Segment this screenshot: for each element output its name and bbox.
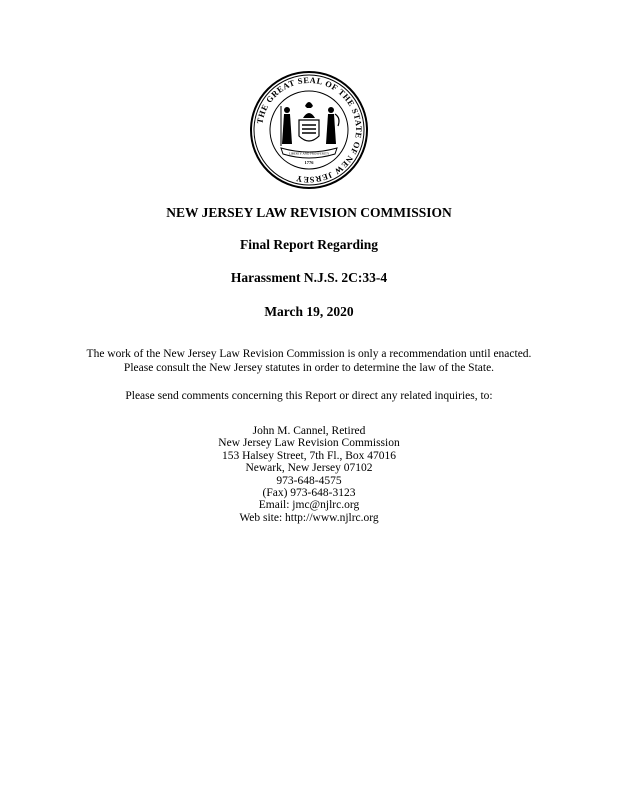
contact-org: New Jersey Law Revision Commission — [218, 437, 400, 450]
contact-fax: (Fax) 973-648-3123 — [262, 487, 356, 500]
seal-text: THE GREAT SEAL OF THE STATE OF NEW JERSEY — [255, 75, 364, 185]
svg-text:THE GREAT SEAL OF THE STATE OF — [255, 76, 363, 184]
notice-line-1: The work of the New Jersey Law Revision Commission is only a recommendation until enacted. — [86, 348, 532, 360]
contact-block — [0, 425, 618, 524]
commission-heading: NEW JERSEY LAW REVISION COMMISSION — [166, 205, 452, 220]
comments-line: Please send comments concerning this Report or direct any related inquiries, to: — [125, 390, 493, 402]
contact-street: 153 Halsey Street, 7th Fl., Box 47016 — [221, 449, 397, 462]
seal-year: 1776 — [304, 160, 314, 165]
contact-phone: 973-648-4575 — [276, 474, 342, 487]
contact-website[interactable]: Web site: http://www.njlrc.org — [239, 511, 379, 524]
seal-banner-text: LIBERTY AND PROSPERITY — [288, 151, 330, 156]
state-seal-logo — [249, 70, 369, 190]
notice-line-2: Please consult the New Jersey statutes in order to determine the law of the State. — [123, 362, 495, 374]
contact-city: Newark, New Jersey 07102 — [245, 462, 373, 475]
contact-email[interactable]: Email: jmc@njlrc.org — [258, 499, 360, 512]
contact-name: John M. Cannel, Retired — [252, 425, 366, 437]
report-date: March 19, 2020 — [264, 304, 354, 319]
report-title: Final Report Regarding — [240, 237, 378, 252]
report-subject: Harassment N.J.S. 2C:33-4 — [230, 270, 388, 285]
